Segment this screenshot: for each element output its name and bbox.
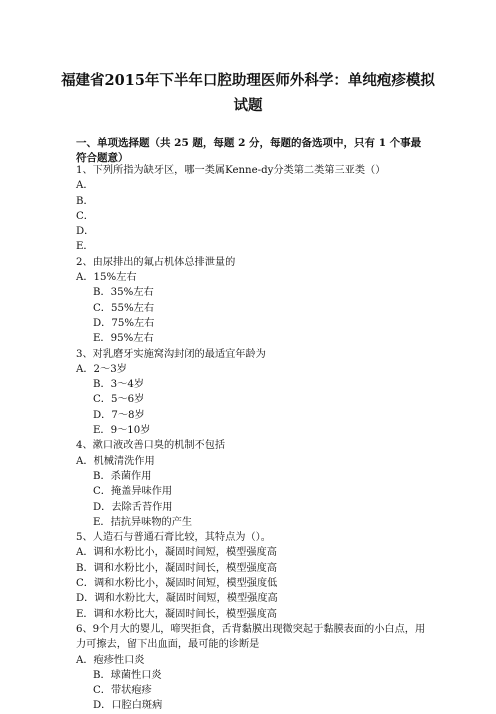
question-stem: 1、下列所指为缺牙区，哪一类属Kenne-dy分类第二类第三亚类（）	[76, 165, 386, 176]
answer-option: B．杀菌作用	[93, 470, 152, 482]
answer-option: D．	[76, 226, 95, 238]
answer-option: A．调和水粉比小，凝固时间短，模型强度高	[76, 547, 277, 559]
answer-option: B．球菌性口炎	[93, 669, 162, 681]
answer-option: E．	[76, 241, 94, 253]
question-stem-continued: 力可擦去，留下出血面，最可能的诊断是	[76, 639, 260, 651]
answer-option: C．	[76, 210, 94, 222]
answer-option: C．掩盖异味作用	[93, 486, 173, 498]
answer-option: C．带状疱疹	[93, 685, 152, 697]
answer-option: A．2～3岁	[76, 363, 127, 375]
answer-option: A．15%左右	[76, 272, 137, 284]
question-stem: 5、人造石与普通石膏比较，其特点为（）。	[76, 532, 271, 544]
document-title-line-1: 福建省2015年下半年口腔助理医师外科学：单纯疱疹模拟	[61, 72, 435, 89]
question-stem: 3、对乳磨牙实施窝沟封闭的最适宜年龄为	[76, 348, 266, 360]
question-stem: 6、9个月大的婴儿，啼哭拒食，舌背黏膜出现微突起于黏膜表面的小白点，用	[76, 623, 426, 635]
question-list	[76, 163, 436, 714]
answer-option: D．去除舌苔作用	[93, 501, 173, 513]
question-stem: 4、漱口液改善口臭的机制不包括	[76, 440, 226, 452]
answer-option: C．调和水粉比小，凝固时间短，模型强度低	[76, 578, 278, 590]
question-stem: 2、由尿排出的氟占机体总排泄量的	[76, 256, 236, 268]
answer-option: E．调和水粉比大，凝固时间长，模型强度高	[76, 608, 277, 620]
answer-option: B．调和水粉比小，凝固时间长，模型强度高	[76, 562, 278, 574]
answer-option: E．9～10岁	[93, 425, 151, 437]
section-heading: 一、单项选择题（共 25 题，每题 2 分，每题的备选项中，只有 1 个事最符合题意）	[76, 137, 422, 164]
answer-option: D．75%左右	[93, 317, 155, 329]
document-title-line-2: 试题	[233, 97, 263, 114]
answer-option: D．调和水粉比大，凝固时间短，模型强度高	[76, 593, 278, 605]
answer-option: C．5～6岁	[93, 394, 145, 406]
answer-option: A．	[76, 180, 94, 192]
answer-option: E．拮抗异味物的产生	[93, 516, 193, 528]
answer-option: D．口腔白斑病	[93, 700, 163, 712]
answer-option: A．机械清洗作用	[76, 455, 155, 467]
answer-option: D．7～8岁	[93, 409, 145, 421]
answer-option: B．3～4岁	[93, 379, 145, 391]
answer-option: B．	[76, 195, 94, 207]
answer-option: A．疱疹性口炎	[76, 654, 145, 666]
answer-option: E．95%左右	[93, 333, 154, 345]
answer-option: C．55%左右	[93, 302, 155, 314]
answer-option: B．35%左右	[93, 287, 154, 299]
